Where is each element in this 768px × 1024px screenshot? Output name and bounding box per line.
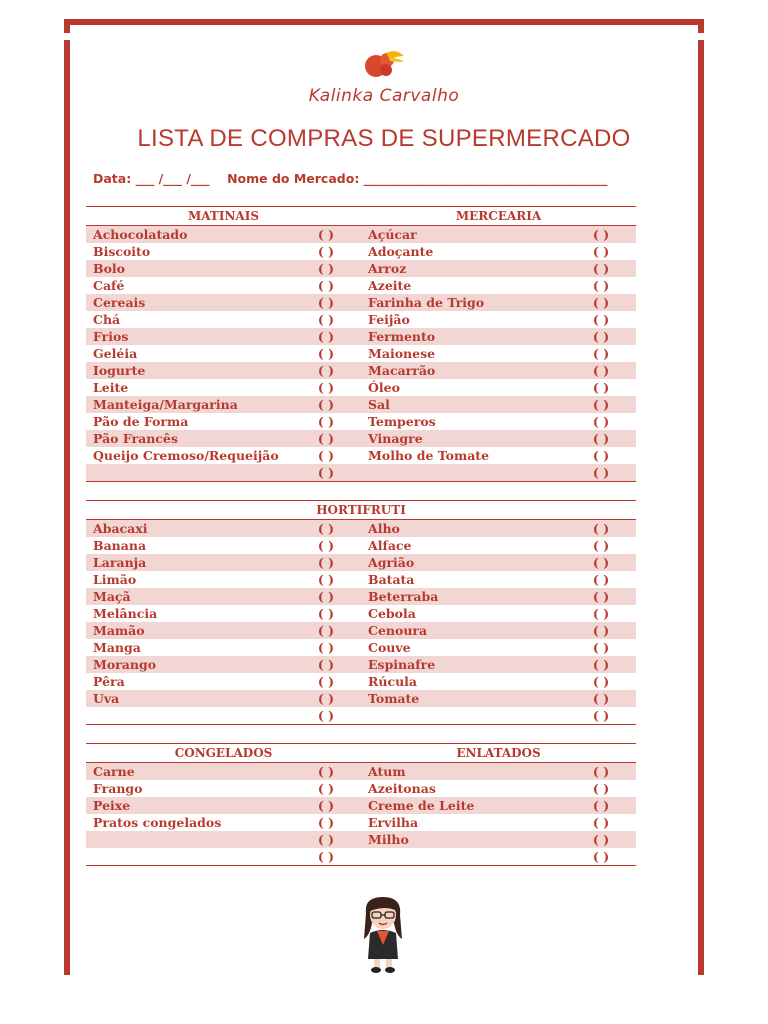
category-header: CONGELADOS xyxy=(86,744,361,763)
item-label: Milho xyxy=(361,831,566,848)
item-label: Açúcar xyxy=(361,226,566,244)
checkbox-field[interactable]: ( ) xyxy=(566,831,636,848)
list-row xyxy=(86,763,636,781)
checkbox-field[interactable]: ( ) xyxy=(291,622,361,639)
item-label: Arroz xyxy=(361,260,566,277)
category-header: HORTIFRUTI xyxy=(86,501,636,520)
list-row xyxy=(86,554,636,571)
checkbox-field[interactable]: ( ) xyxy=(317,380,335,395)
checkbox-field[interactable]: ( ) xyxy=(592,815,610,830)
checkbox-field[interactable]: ( ) xyxy=(317,815,335,830)
checkbox-field[interactable]: ( ) xyxy=(317,278,335,293)
checkbox-field[interactable]: ( ) xyxy=(317,640,335,655)
item-label: Pão Francês xyxy=(86,430,291,447)
item-label: Alface xyxy=(368,538,412,553)
item-label: Óleo xyxy=(368,380,400,395)
item-label: Bolo xyxy=(86,260,291,277)
list-row xyxy=(86,571,636,588)
item-label: Café xyxy=(93,278,125,293)
item-label: Frios xyxy=(86,328,291,345)
frame-right-border xyxy=(698,40,704,975)
checkbox-field[interactable]: ( ) xyxy=(317,606,335,621)
item-label: Batata xyxy=(368,572,415,587)
list-row xyxy=(86,260,636,277)
item-label: Maionese xyxy=(368,346,436,361)
item-label: Ervilha xyxy=(368,815,419,830)
category-header: MERCEARIA xyxy=(361,207,636,226)
frame-top-border xyxy=(70,19,698,25)
checkbox-field[interactable]: ( ) xyxy=(291,396,361,413)
checkbox-field[interactable]: ( ) xyxy=(291,690,361,707)
checkbox-field[interactable]: ( ) xyxy=(566,622,636,639)
checkbox-field[interactable]: ( ) xyxy=(317,414,335,429)
checkbox-field[interactable]: ( ) xyxy=(291,848,361,866)
checkbox-field[interactable]: ( ) xyxy=(317,572,335,587)
checkbox-field[interactable]: ( ) xyxy=(592,781,610,796)
list-row xyxy=(86,707,636,725)
checkbox-field[interactable]: ( ) xyxy=(317,781,335,796)
item-label: Carne xyxy=(86,763,291,781)
checkbox-field[interactable]: ( ) xyxy=(592,380,610,395)
item-label: Sal xyxy=(361,396,566,413)
item-label: Melância xyxy=(93,606,158,621)
item-label xyxy=(86,848,291,866)
checkbox-field[interactable]: ( ) xyxy=(291,226,361,244)
list-row xyxy=(86,243,636,260)
checkbox-field[interactable]: ( ) xyxy=(317,244,335,259)
item-label: Atum xyxy=(361,763,566,781)
list-row xyxy=(86,780,636,797)
item-label: Cenoura xyxy=(361,622,566,639)
item-label xyxy=(86,707,291,725)
item-label: Chá xyxy=(93,312,121,327)
item-label: Abacaxi xyxy=(86,520,291,538)
checkbox-field[interactable]: ( ) xyxy=(592,572,610,587)
item-label: Farinha de Trigo xyxy=(361,294,566,311)
item-label: Frango xyxy=(93,781,143,796)
section-header-row xyxy=(86,207,636,226)
list-row xyxy=(86,656,636,673)
checkbox-field[interactable]: ( ) xyxy=(592,414,610,429)
item-label: Macarrão xyxy=(361,362,566,379)
item-label: Achocolatado xyxy=(86,226,291,244)
list-row xyxy=(86,588,636,605)
item-label: Agrião xyxy=(361,554,566,571)
checkbox-field[interactable]: ( ) xyxy=(291,260,361,277)
checkbox-field[interactable]: ( ) xyxy=(592,606,610,621)
item-label: Rúcula xyxy=(368,674,418,689)
checkbox-field[interactable]: ( ) xyxy=(291,294,361,311)
list-row xyxy=(86,277,636,294)
section-congelados-enlatados xyxy=(86,743,636,866)
item-label: Pratos congelados xyxy=(93,815,222,830)
item-label: Cebola xyxy=(368,606,416,621)
list-row xyxy=(86,639,636,656)
section-matinais-mercearia xyxy=(86,206,636,482)
item-label xyxy=(86,831,291,848)
avatar-illustration-icon xyxy=(356,893,410,975)
checkbox-field[interactable]: ( ) xyxy=(291,520,361,538)
brand-name: Kalinka Carvalho xyxy=(308,86,460,106)
item-label: Vinagre xyxy=(361,430,566,447)
checkbox-field[interactable]: ( ) xyxy=(566,690,636,707)
checkbox-field[interactable]: ( ) xyxy=(566,797,636,814)
item-label: Adoçante xyxy=(368,244,434,259)
item-label: Uva xyxy=(86,690,291,707)
list-row xyxy=(86,690,636,707)
section-header-row xyxy=(86,501,636,520)
list-row xyxy=(86,396,636,413)
item-label: Fermento xyxy=(361,328,566,345)
checkbox-field[interactable]: ( ) xyxy=(566,464,636,482)
checkbox-field[interactable]: ( ) xyxy=(291,588,361,605)
page-title: LISTA DE COMPRAS DE SUPERMERCADO xyxy=(137,125,631,152)
list-row xyxy=(86,831,636,848)
checkbox-field[interactable]: ( ) xyxy=(317,448,335,463)
item-label: Tomate xyxy=(361,690,566,707)
list-row xyxy=(86,294,636,311)
checkbox-field[interactable]: ( ) xyxy=(566,430,636,447)
checkbox-field[interactable]: ( ) xyxy=(291,362,361,379)
checkbox-field[interactable]: ( ) xyxy=(566,707,636,725)
list-row xyxy=(86,226,636,244)
list-row xyxy=(86,447,636,464)
checkbox-field[interactable]: ( ) xyxy=(291,831,361,848)
section-header-row xyxy=(86,744,636,763)
list-row xyxy=(86,848,636,866)
checkbox-field[interactable]: ( ) xyxy=(566,294,636,311)
item-label: Molho de Tomate xyxy=(368,448,490,463)
list-row xyxy=(86,605,636,622)
item-label: Queijo Cremoso/Requeijão xyxy=(93,448,279,463)
item-label: Morango xyxy=(86,656,291,673)
checkbox-field[interactable]: ( ) xyxy=(291,464,361,482)
checkbox-field[interactable]: ( ) xyxy=(291,707,361,725)
checkbox-field[interactable]: ( ) xyxy=(566,656,636,673)
category-header: MATINAIS xyxy=(86,207,361,226)
checkbox-field[interactable]: ( ) xyxy=(592,640,610,655)
item-label: Manga xyxy=(93,640,141,655)
item-label xyxy=(361,848,566,866)
list-row xyxy=(86,430,636,447)
item-label: Espinafre xyxy=(361,656,566,673)
checkbox-field[interactable]: ( ) xyxy=(291,328,361,345)
list-row xyxy=(86,362,636,379)
item-label: Geléia xyxy=(93,346,138,361)
item-label: Cereais xyxy=(86,294,291,311)
item-label: Mamão xyxy=(86,622,291,639)
checkbox-field[interactable]: ( ) xyxy=(592,538,610,553)
checkbox-field[interactable]: ( ) xyxy=(291,797,361,814)
item-label: Limão xyxy=(93,572,137,587)
item-label: Manteiga/Margarina xyxy=(86,396,291,413)
checkbox-field[interactable]: ( ) xyxy=(566,848,636,866)
item-label: Creme de Leite xyxy=(361,797,566,814)
checkbox-field[interactable]: ( ) xyxy=(566,763,636,781)
checkbox-field[interactable]: ( ) xyxy=(291,763,361,781)
item-label: Banana xyxy=(93,538,147,553)
item-label xyxy=(86,464,291,482)
checkbox-field[interactable]: ( ) xyxy=(566,554,636,571)
checkbox-field[interactable]: ( ) xyxy=(592,312,610,327)
list-row xyxy=(86,622,636,639)
checkbox-field[interactable]: ( ) xyxy=(592,244,610,259)
checkbox-field[interactable]: ( ) xyxy=(566,260,636,277)
checkbox-field[interactable]: ( ) xyxy=(317,538,335,553)
list-row xyxy=(86,345,636,362)
item-label: Couve xyxy=(368,640,411,655)
list-row xyxy=(86,464,636,482)
checkbox-field[interactable]: ( ) xyxy=(566,328,636,345)
list-row xyxy=(86,814,636,831)
frame-left-border xyxy=(64,40,70,975)
item-label xyxy=(361,707,566,725)
item-label: Maçã xyxy=(86,588,291,605)
checkbox-field[interactable]: ( ) xyxy=(592,346,610,361)
checkbox-field[interactable]: ( ) xyxy=(566,588,636,605)
checkbox-field[interactable]: ( ) xyxy=(566,362,636,379)
item-label: Pão de Forma xyxy=(93,414,189,429)
category-header: ENLATADOS xyxy=(361,744,636,763)
item-label: Temperos xyxy=(368,414,436,429)
item-label: Azeite xyxy=(368,278,412,293)
item-label: Pêra xyxy=(93,674,125,689)
checkbox-field[interactable]: ( ) xyxy=(291,430,361,447)
list-row xyxy=(86,379,636,396)
list-row xyxy=(86,328,636,345)
list-row xyxy=(86,797,636,814)
checkbox-field[interactable]: ( ) xyxy=(592,448,610,463)
checkbox-field[interactable]: ( ) xyxy=(291,656,361,673)
list-row xyxy=(86,537,636,554)
checkbox-field[interactable]: ( ) xyxy=(317,346,335,361)
checkbox-field[interactable]: ( ) xyxy=(566,520,636,538)
checkbox-field[interactable]: ( ) xyxy=(317,674,335,689)
list-row xyxy=(86,673,636,690)
item-label: Beterraba xyxy=(361,588,566,605)
list-row xyxy=(86,413,636,430)
item-label: Laranja xyxy=(86,554,291,571)
item-label: Leite xyxy=(93,380,129,395)
item-label xyxy=(361,464,566,482)
item-label: Feijão xyxy=(368,312,410,327)
list-row xyxy=(86,311,636,328)
item-label: Iogurte xyxy=(86,362,291,379)
checkbox-field[interactable]: ( ) xyxy=(592,674,610,689)
section-hortifruti xyxy=(86,500,636,725)
item-label: Biscoito xyxy=(93,244,151,259)
item-label: Azeitonas xyxy=(368,781,436,796)
date-market-line: Data: ___ /___ /___ Nome do Mercado: _______________________________________ xyxy=(93,171,608,186)
list-row xyxy=(86,520,636,538)
item-label: Alho xyxy=(361,520,566,538)
checkbox-field[interactable]: ( ) xyxy=(566,226,636,244)
checkbox-field[interactable]: ( ) xyxy=(291,554,361,571)
checkbox-field[interactable]: ( ) xyxy=(566,396,636,413)
checkbox-field[interactable]: ( ) xyxy=(317,312,335,327)
checkbox-field[interactable]: ( ) xyxy=(592,278,610,293)
item-label: Peixe xyxy=(86,797,291,814)
